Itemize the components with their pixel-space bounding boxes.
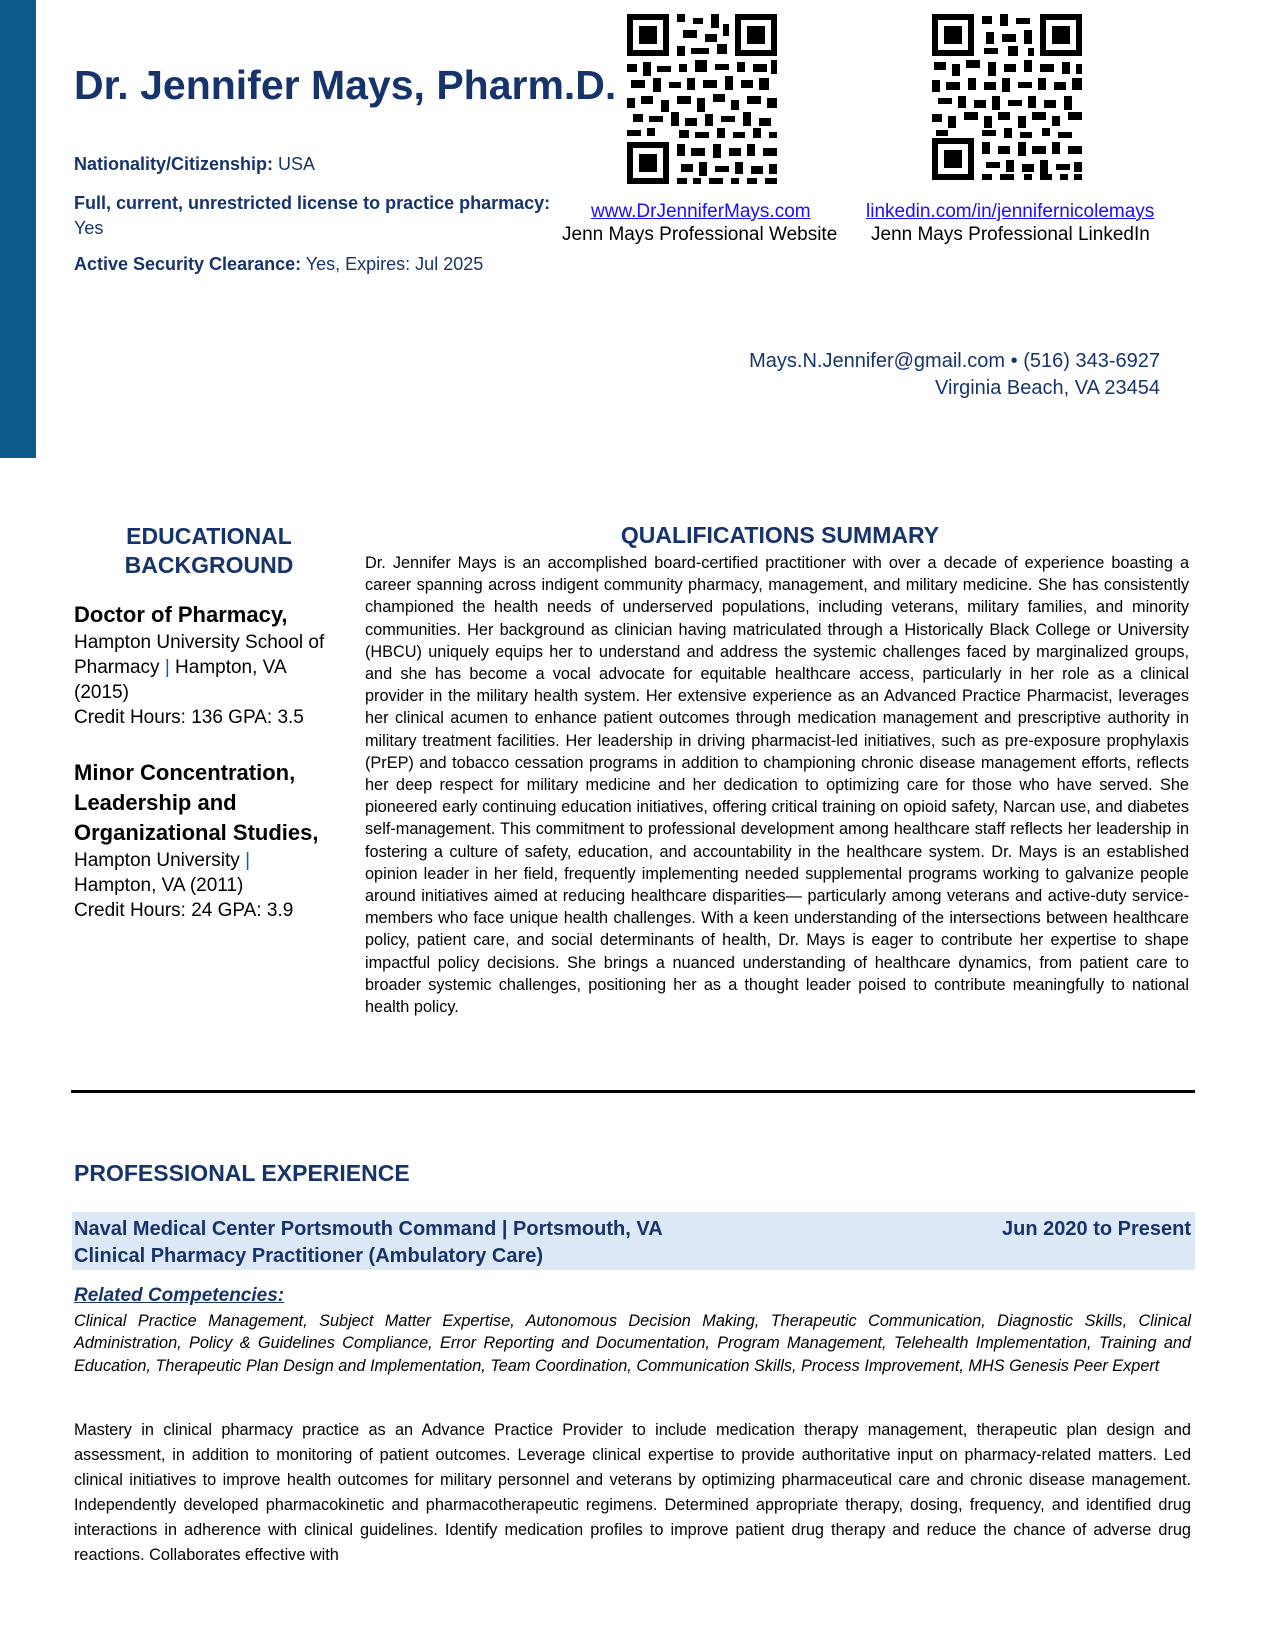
nationality-value: USA <box>278 154 316 174</box>
competencies-heading: Related Competencies: <box>74 1285 285 1306</box>
contact-separator: • <box>1010 350 1018 372</box>
side-accent-bar <box>0 0 36 458</box>
license-label: Full, current, unrestricted license to practice pharmacy: <box>74 193 551 213</box>
contact-phone: (516) 343-6927 <box>1023 350 1160 372</box>
website-link[interactable]: www.DrJenniferMays.com <box>591 201 811 222</box>
degree-school: Hampton University <box>74 850 240 871</box>
job-dates: Jun 2020 to Present <box>1002 1218 1191 1240</box>
education-entry <box>74 758 336 923</box>
job-description: Mastery in clinical pharmacy practice as an Advance Practice Provider to include medication therapy management, therapeutic plan design and assessment, in addition to monitoring of patient outcomes. Leverage clinical expertise to provide authoritative input on pharmacy-related matters. Led clinical initiatives to improve health outcomes for military personnel and veterans by optimizing pharmaceutical care and chronic disease management. Independently developed pharmacokinetic and pharmacotherapeutic regimens. Determined appropriate therapy, dosing, frequency, and identified drug interactions in adherence with clinical guidelines. Identify medication profiles to improve patient drug therapy and reduce the chance of adverse drug reactions. Collaborates effective with <box>74 1421 1191 1564</box>
contact-email[interactable]: Mays.N.Jennifer@gmail.com <box>749 350 1006 372</box>
qr-code-icon <box>932 14 1082 180</box>
degree-location: Hampton, VA (2011) <box>74 875 244 896</box>
qualifications-text: Dr. Jennifer Mays is an accomplished board-certified practitioner with over a decade of experience boasting a career spanning across indigent community pharmacy, management, and military medicine. She has consistently championed the health needs of underserved populations, including veterans, military families, and minority communities. Her background as clinician having matriculated through a Historically Black College or University (HBCU) uniquely equips her to understand and address the systemic challenges faced by marginalized groups, and she has become a vocal advocate for equitable healthcare access, particularly in her role as a clinical provider in the military health system. Her extensive experience as an Advanced Practice Pharmacist, leverages her clinical acumen to enhance patient outcomes through medication management and prescriptive authority in military treatment facilities. Her leadership in driving pharmacist-led initiatives, such as pre-exposure prophylaxis (PrEP) and tobacco cessation programs in addition to championing chronic disease management efforts, reflects her deep respect for military medicine and her dedication to optimizing care for those who have served. She pioneered early continuing education initiatives, offering critical training on opioid safety, Narcan use, and diabetes self-management. This commitment to professional development among healthcare staff reflects her leadership in fostering a culture of safety, education, and accountability in the healthcare system. Dr. Mays is an established opinion leader in her field, frequently implementing needed supplemental programs working to galvanize people around initiatives aimed at reducing healthcare disparities— particularly among veterans and active-duty service-members who face unique health challenges. With a keen understanding of the intersections between healthcare policy, patient care, and social determinants of health, Dr. Mays is eager to contribute her expertise to shape impactful policy decisions. She brings a nuanced understanding of healthcare dynamics, from patient care to broader systemic challenges, positioning her as a thought leader poised to contribute meaningfully to national health policy. <box>365 554 1189 1017</box>
license-value: Yes <box>74 218 104 238</box>
linkedin-link[interactable]: linkedin.com/in/jennifernicolemays <box>866 201 1155 222</box>
degree-title: Minor Concentration, Leadership and Organizational Studies, <box>74 760 319 845</box>
nationality-line <box>74 154 315 175</box>
candidate-name: Dr. Jennifer Mays, Pharm.D. <box>74 62 617 108</box>
education-heading-line1: EDUCATIONAL <box>126 523 292 549</box>
education-entry <box>74 600 336 730</box>
degree-separator: | <box>245 850 250 871</box>
contact-line <box>749 350 1160 373</box>
clearance-value: Yes, Expires: Jul 2025 <box>305 254 484 274</box>
education-heading <box>74 522 344 580</box>
nationality-label: Nationality/Citizenship: <box>74 154 274 174</box>
clearance-line <box>74 254 483 275</box>
website-caption: Jenn Mays Professional Website <box>562 224 838 245</box>
degree-location: Hampton, VA (2015) <box>74 657 286 703</box>
qr-code-icon <box>627 14 777 184</box>
experience-heading: PROFESSIONAL EXPERIENCE <box>74 1160 410 1186</box>
job-title: Clinical Pharmacy Practitioner (Ambulatory Care) <box>74 1245 544 1267</box>
competencies-text: Clinical Practice Management, Subject Matter Expertise, Autonomous Decision Making, Therapeutic Communication, Diagnostic Skills, Clinical Administration, Policy & Guidelines Compliance, Error Reporting and Documentation, Program Management, Telehealth Implementation, Training and Education, Therapeutic Plan Design and Implementation, Team Coordination, Communication Skills, Process Improvement, MHS Genesis Peer Expert <box>74 1312 1191 1375</box>
job-organization: Naval Medical Center Portsmouth Command | Portsmouth, VA <box>74 1218 663 1240</box>
qualifications-heading: QUALIFICATIONS SUMMARY <box>620 522 940 548</box>
education-heading-line2: BACKGROUND <box>124 552 294 578</box>
degree-details: Credit Hours: 136 GPA: 3.5 <box>74 707 304 728</box>
degree-details: Credit Hours: 24 GPA: 3.9 <box>74 900 294 921</box>
linkedin-caption: Jenn Mays Professional LinkedIn <box>871 224 1150 245</box>
degree-school: Hampton University School of Pharmacy <box>74 632 325 678</box>
clearance-label: Active Security Clearance: <box>74 254 302 274</box>
section-divider <box>71 1090 1195 1093</box>
license-line <box>74 191 550 241</box>
contact-location: Virginia Beach, VA 23454 <box>935 377 1160 399</box>
degree-separator: | <box>164 657 170 678</box>
degree-title: Doctor of Pharmacy, <box>74 602 288 627</box>
